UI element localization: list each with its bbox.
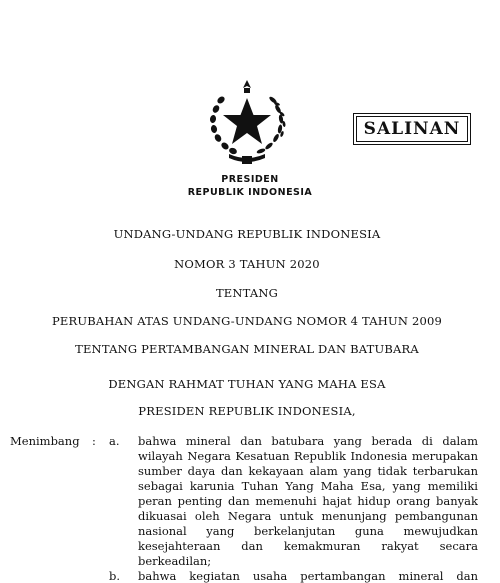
considering-item-a-line: sebagai karunia Tuhan Yang Maha Esa, yang memiliki [138,479,478,493]
salinan-stamp [353,113,471,145]
considering-item-a-line: kesejahteraan dan kemakmuran rakyat secara [138,539,478,553]
preamble-blessing: DENGAN RAHMAT TUHAN YANG MAHA ESA [108,377,386,391]
considering-item-b-marker: b. [109,569,121,583]
considering-item-b-line: bahwa kegiatan usaha pertambangan mineral dan [138,569,478,583]
law-subject-line-1: PERUBAHAN ATAS UNDANG-UNDANG NOMOR 4 TAHUN 2009 [51,314,443,328]
considering-item-a-line: wilayah Negara Kesatuan Republik Indonesia merupakan [138,449,478,463]
law-title: UNDANG-UNDANG REPUBLIK INDONESIA [113,227,381,241]
considering-item-a-line: nasional yang berkelanjutan guna mewujudkan [138,524,478,538]
considering-item-a-line: bahwa mineral dan batubara yang berada di dalam [138,434,478,448]
law-about: TENTANG [215,286,279,300]
considering-item-a-line: berkeadilan; [138,554,212,568]
considering-item-a-line: dikuasai oleh Negara untuk menunjang pembangunan [138,509,478,523]
law-number: NOMOR 3 TAHUN 2020 [174,257,320,271]
considering-item-a-line: sumber daya dan kekayaan alam yang tidak terbarukan [138,464,478,478]
considering-item-a-marker: a. [109,434,120,448]
preamble-president: PRESIDEN REPUBLIK INDONESIA, [138,404,356,418]
header-office: PRESIDEN [221,174,279,185]
salinan-label: SALINAN [356,116,468,142]
considering-colon: : [92,434,96,448]
considering-label: Menimbang [10,434,80,448]
header-country: REPUBLIK INDONESIA [187,187,313,198]
considering-item-a-line: peran penting dan memenuhi hajat hidup orang banyak [138,494,478,508]
state-emblem-icon [207,78,287,166]
law-subject-line-2: TENTANG PERTAMBANGAN MINERAL DAN BATUBARA [75,342,419,356]
